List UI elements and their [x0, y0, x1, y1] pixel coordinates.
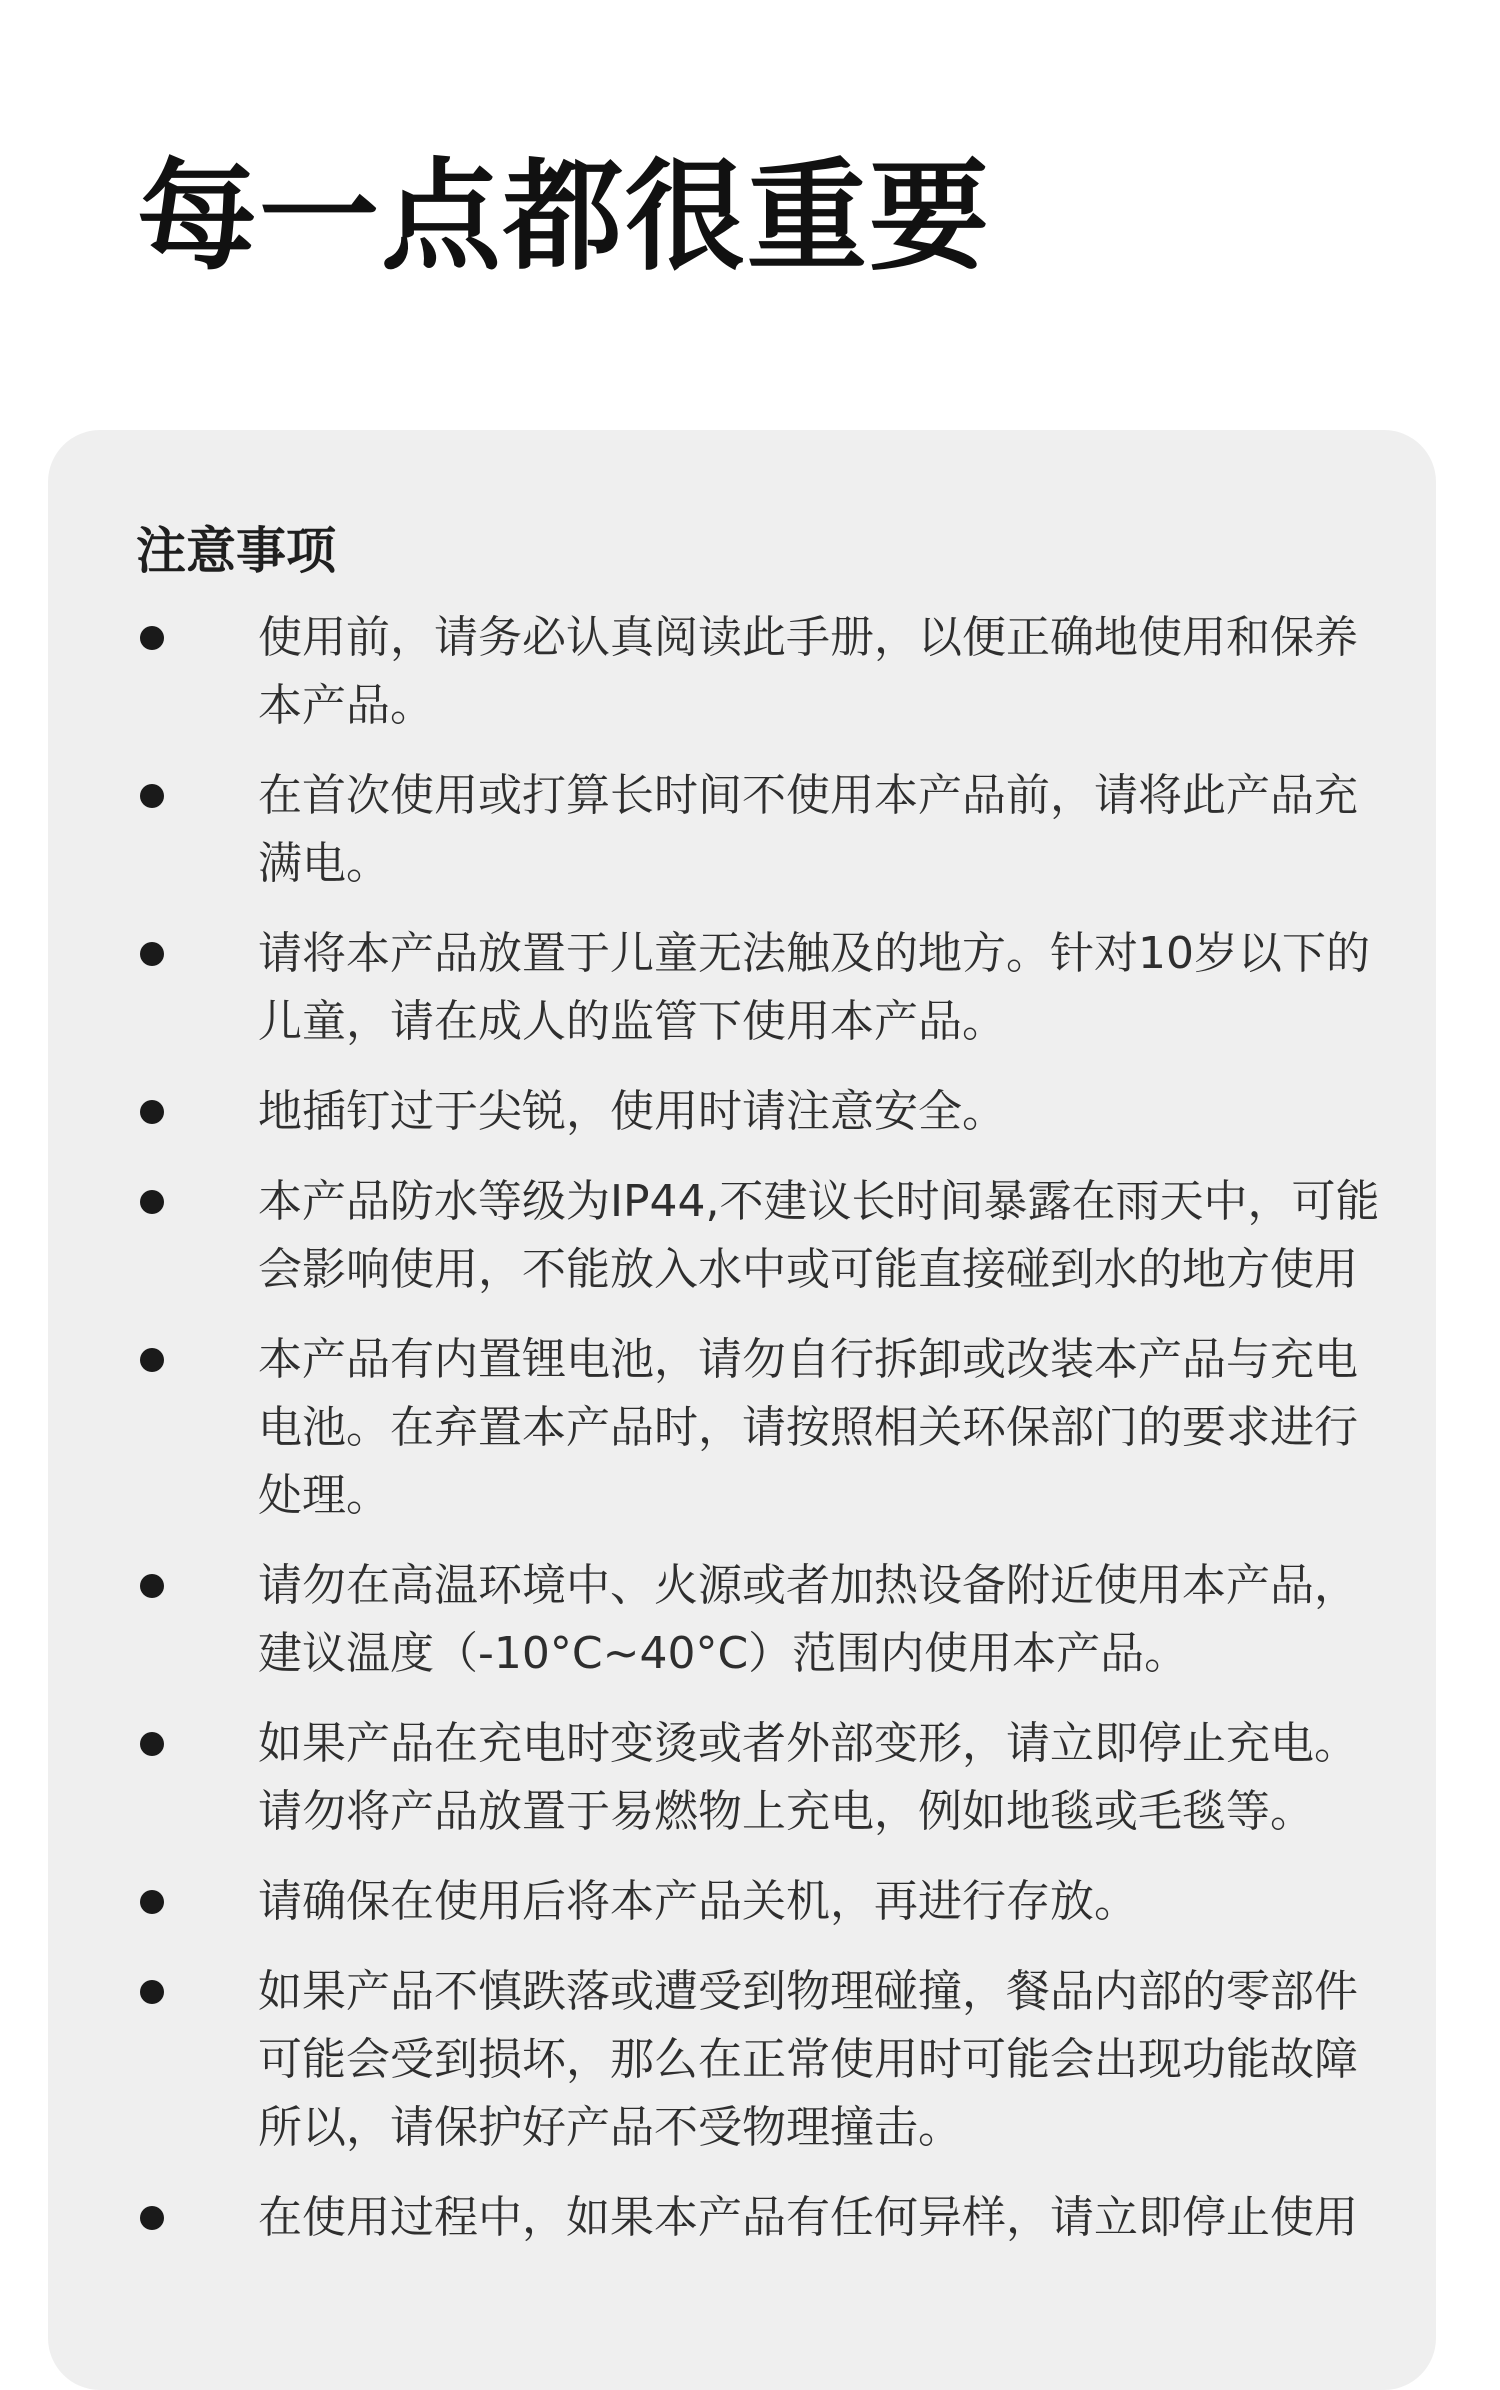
notice-item-text: 在使用过程中，如果本产品有任何异样，请立即停止使用: [258, 2192, 1358, 2243]
bullet-icon: [140, 2206, 164, 2230]
notice-item-text: 本产品有内置锂电池，请勿自行拆卸或改装本产品与充电电池。在弃置本产品时，请按照相关环保部门的要求进行处理。: [258, 1334, 1358, 1521]
bullet-icon: [140, 1574, 164, 1598]
notice-item-text: 请将本产品放置于儿童无法触及的地方。针对10岁以下的儿童，请在成人的监管下使用本产品。: [258, 928, 1370, 1047]
notice-item-4: [136, 1078, 1396, 1146]
notice-item-text: 请勿在高温环境中、火源或者加热设备附近使用本产品，建议温度（-10°C~40°C）范围内使用本产品。: [258, 1560, 1358, 1679]
bullet-icon: [140, 1348, 164, 1372]
bullet-icon: [140, 1890, 164, 1914]
notice-item-7: [136, 1552, 1396, 1688]
bullet-icon: [140, 1732, 164, 1756]
notice-item-text: 如果产品在充电时变烫或者外部变形，请立即停止充电。请勿将产品放置于易燃物上充电，例如地毯或毛毯等。: [258, 1718, 1358, 1837]
notice-item-6: [136, 1326, 1396, 1530]
bullet-icon: [140, 1190, 164, 1214]
notice-item-5: [136, 1168, 1396, 1304]
bullet-icon: [140, 626, 164, 650]
notice-item-10: [136, 1958, 1396, 2162]
notice-item-2: [136, 762, 1396, 898]
notice-item-text: 使用前，请务必认真阅读此手册，以便正确地使用和保养本产品。: [258, 612, 1358, 731]
notice-item-3: [136, 920, 1396, 1056]
bullet-icon: [140, 1100, 164, 1124]
notice-item-1: [136, 604, 1396, 740]
notice-item-9: [136, 1868, 1396, 1936]
notice-item-text: 请确保在使用后将本产品关机，再进行存放。: [258, 1876, 1138, 1927]
notice-item-text: 在首次使用或打算长时间不使用本产品前，请将此产品充满电。: [258, 770, 1358, 889]
page-title: 每一点都很重要: [137, 148, 991, 287]
notice-item-text: 如果产品不慎跌落或遭受到物理碰撞，餐品内部的零部件可能会受到损坏，那么在正常使用时可能会出现功能故障所以，请保护好产品不受物理撞击。: [258, 1966, 1358, 2153]
bullet-icon: [140, 784, 164, 808]
notice-item-text: 地插钉过于尖锐，使用时请注意安全。: [258, 1086, 1006, 1137]
notice-heading: 注意事项: [136, 522, 336, 580]
bullet-icon: [140, 942, 164, 966]
bullet-icon: [140, 1980, 164, 2004]
notice-card: [48, 430, 1436, 2390]
notice-item-11: [136, 2184, 1396, 2252]
notice-item-text: 本产品防水等级为IP44,不建议长时间暴露在雨天中，可能会影响使用，不能放入水中或可能直接碰到水的地方使用: [258, 1176, 1380, 1295]
notice-item-8: [136, 1710, 1396, 1846]
notice-list: [136, 604, 1396, 2274]
